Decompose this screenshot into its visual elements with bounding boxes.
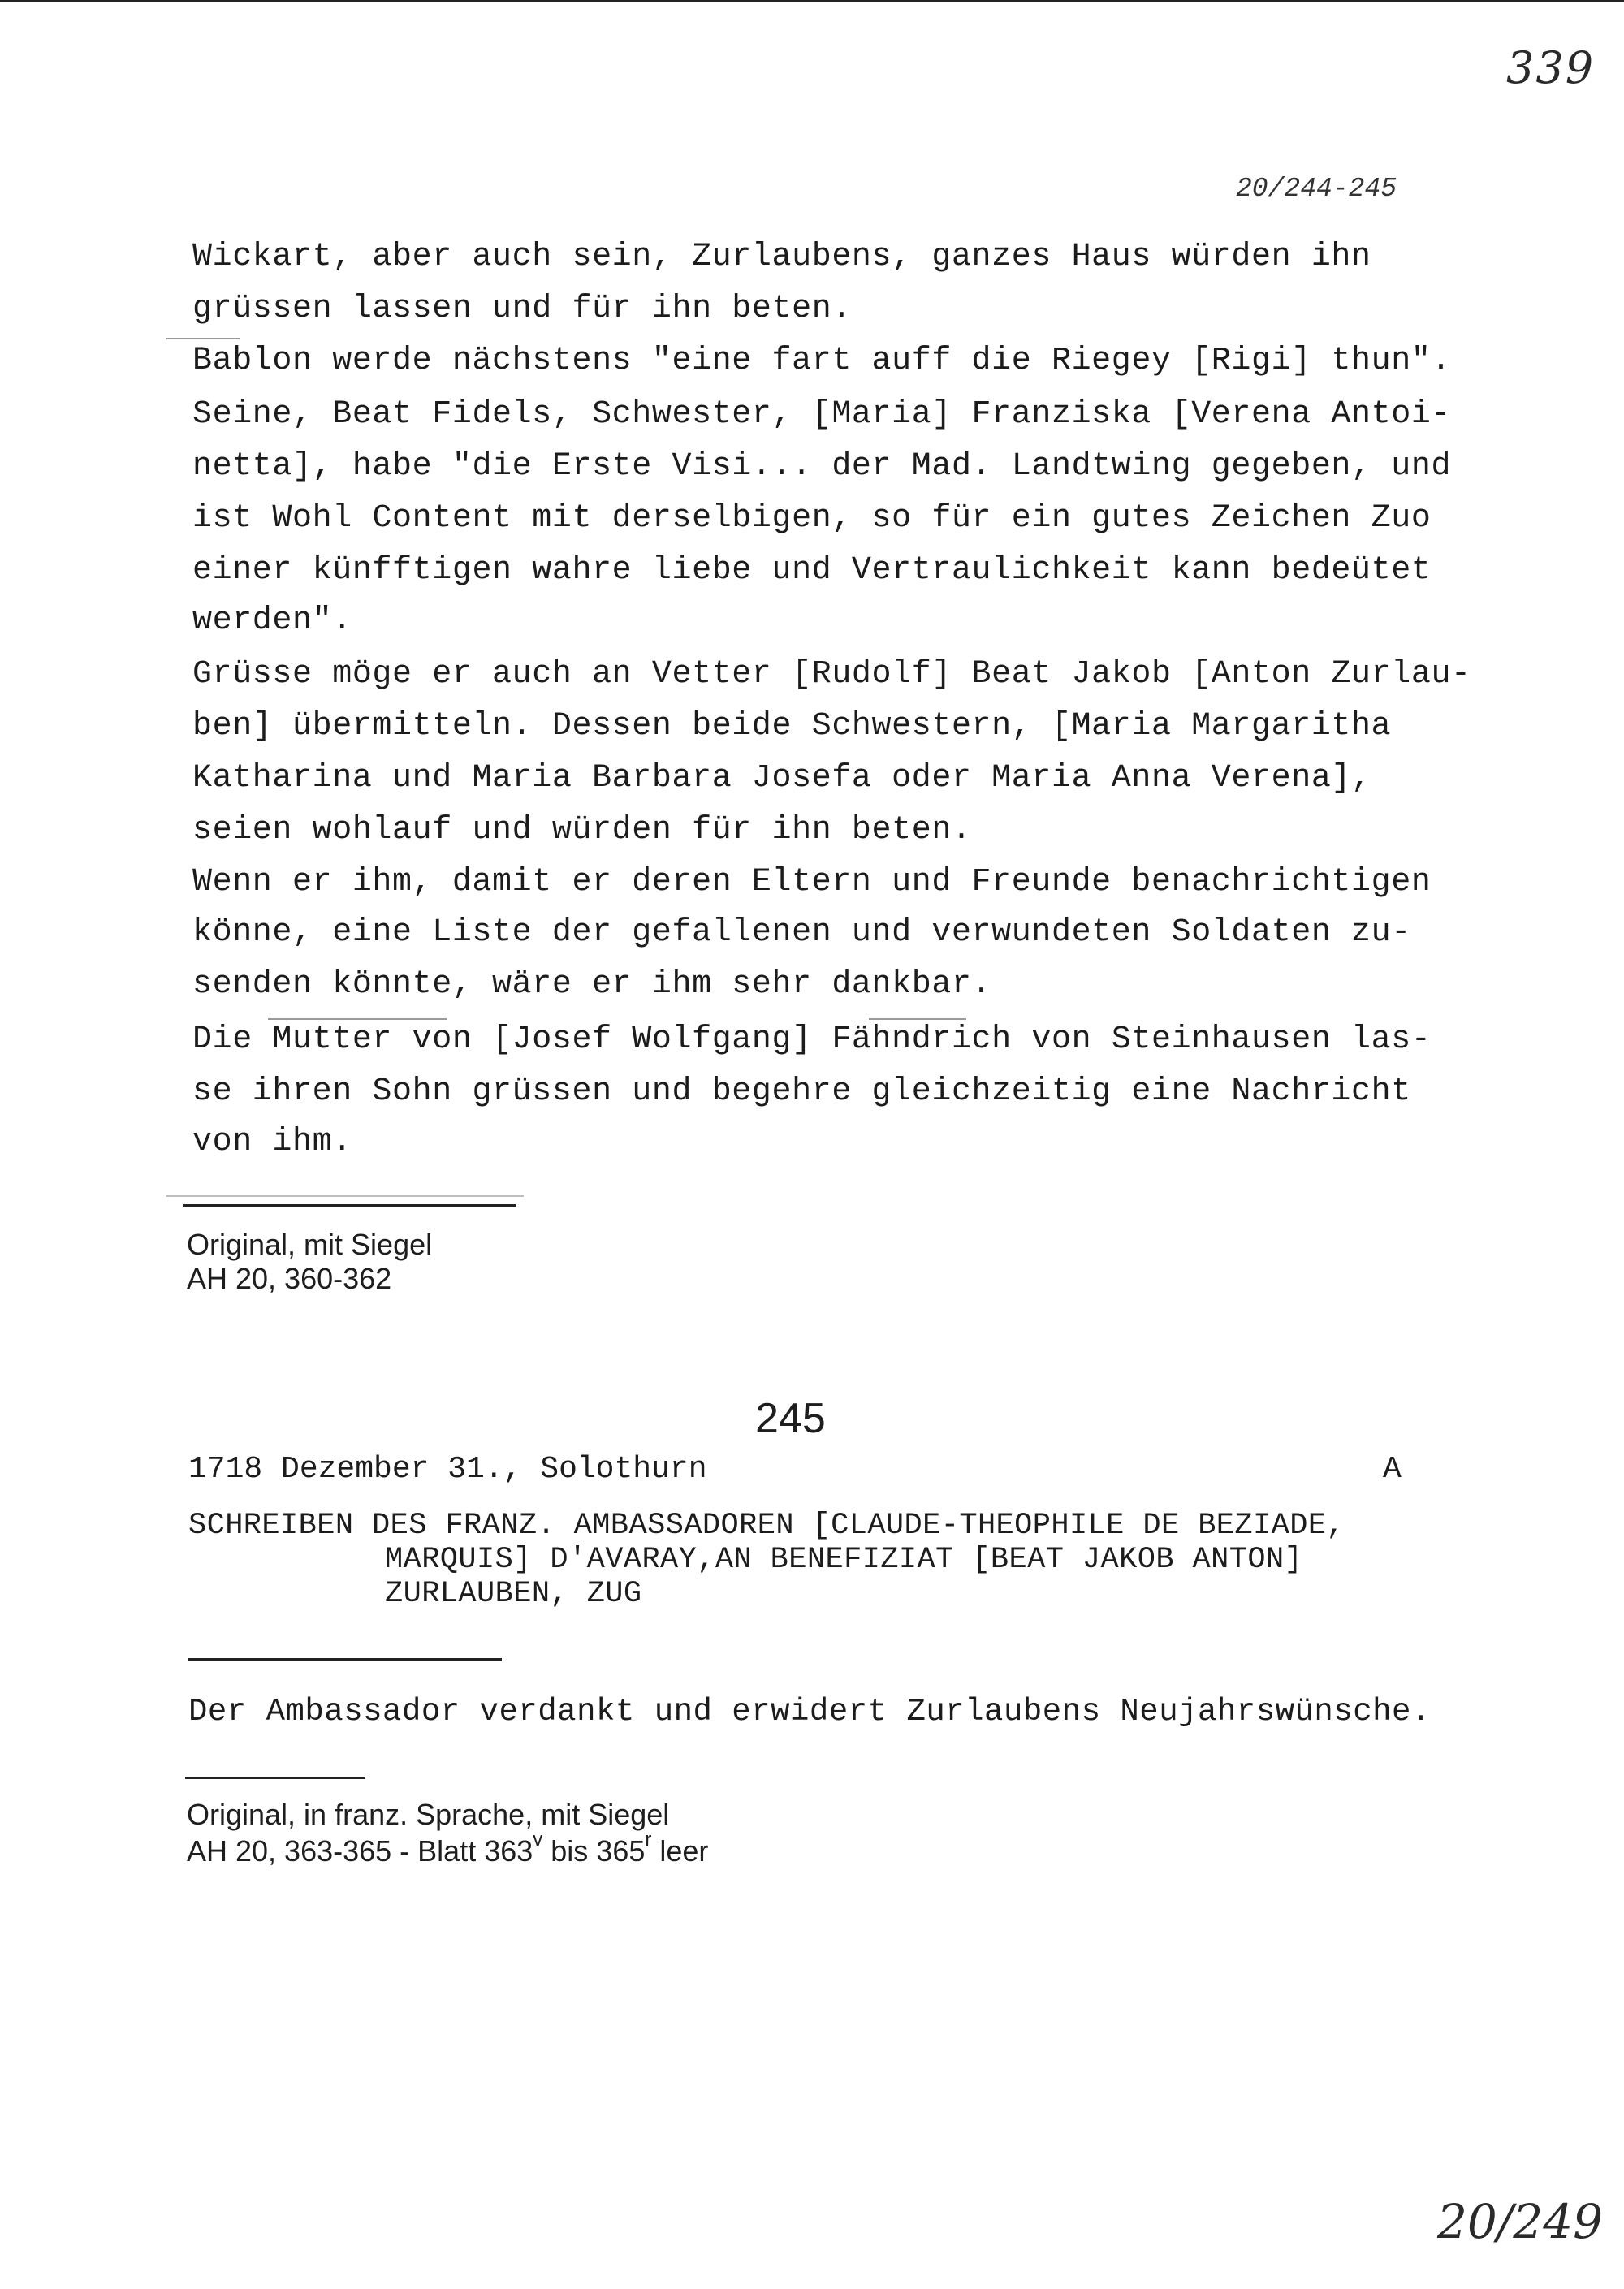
superscript-recto: r: [645, 1829, 652, 1851]
source-note-line: AH 20, 360-362: [187, 1262, 392, 1295]
source-note-line: [187, 1829, 709, 1868]
text-line: ist Wohl Content mit derselbigen, so für ein gutes Zeichen Zuo: [192, 500, 1432, 537]
document-heading-line: SCHREIBEN DES FRANZ. AMBASSADOREN [CLAUDE-THEOPHILE DE BEZIADE,: [188, 1509, 1345, 1543]
text-line: netta], habe "die Erste Visi... der Mad. Landtwing gegeben, und: [192, 448, 1452, 485]
text-line: ben] übermitteln. Dessen beide Schwestern, [Maria Margaritha: [192, 708, 1392, 745]
source-note-text: bis 365: [542, 1834, 646, 1868]
page-number: 339: [1506, 42, 1596, 93]
text-line: senden könnte, wäre er ihm sehr dankbar.: [192, 966, 992, 1003]
source-note-text: leer: [651, 1834, 709, 1868]
document-heading-line: ZURLAUBEN, ZUG: [385, 1577, 642, 1611]
text-line: werden".: [192, 602, 352, 639]
document-type: A: [1383, 1452, 1402, 1487]
document-number: 245: [755, 1395, 826, 1442]
text-line: Bablon werde nächstens "eine fart auff die Riegey [Rigi] thun".: [192, 343, 1452, 379]
document-reference: 20/244-245: [1236, 174, 1397, 204]
document-heading-line: MARQUIS] D'AVARAY,AN BENEFIZIAT [BEAT JAKOB ANTON]: [385, 1543, 1303, 1577]
text-line: seien wohlauf und würden für ihn beten.: [192, 812, 972, 849]
text-line: Wickart, aber auch sein, Zurlaubens, ganzes Haus würden ihn: [192, 239, 1371, 275]
text-line: se ihren Sohn grüssen und begehre gleichzeitig eine Nachricht: [192, 1073, 1411, 1110]
text-line: von ihm.: [192, 1124, 352, 1160]
text-line: Wenn er ihm, damit er deren Eltern und Freunde benachrichtigen: [192, 864, 1432, 900]
scan-artifact: [869, 1018, 966, 1020]
text-line: Seine, Beat Fidels, Schwester, [Maria] Franziska [Verena Antoi-: [192, 396, 1452, 433]
source-note-line: Original, mit Siegel: [187, 1228, 433, 1261]
scan-artifact: [166, 338, 240, 339]
document-summary: Der Ambassador verdankt und erwidert Zurlaubens Neujahrswünsche.: [188, 1694, 1431, 1730]
scan-artifact: [166, 1195, 524, 1197]
dateline: 1718 Dezember 31., Solothurn: [188, 1452, 707, 1487]
text-line: grüssen lassen und für ihn beten.: [192, 291, 852, 327]
section-rule: [183, 1204, 516, 1207]
source-note-line: Original, in franz. Sprache, mit Siegel: [187, 1798, 670, 1831]
text-line: einer künfftigen wahre liebe und Vertraulichkeit kann bedeütet: [192, 552, 1432, 589]
archive-stamp: 20/249: [1437, 2194, 1604, 2249]
source-note-text: AH 20, 363-365 - Blatt 363: [187, 1834, 533, 1868]
text-line: könne, eine Liste der gefallenen und verwundeten Soldaten zu-: [192, 914, 1411, 951]
text-line: Die Mutter von [Josef Wolfgang] Fähndrich von Steinhausen las-: [192, 1021, 1432, 1058]
superscript-verso: v: [533, 1829, 543, 1851]
section-rule: [188, 1658, 502, 1661]
text-line: Katharina und Maria Barbara Josefa oder Maria Anna Verena],: [192, 760, 1371, 797]
scan-artifact: [268, 1018, 447, 1020]
text-line: Grüsse möge er auch an Vetter [Rudolf] Beat Jakob [Anton Zurlau-: [192, 656, 1471, 693]
section-rule: [185, 1777, 365, 1779]
